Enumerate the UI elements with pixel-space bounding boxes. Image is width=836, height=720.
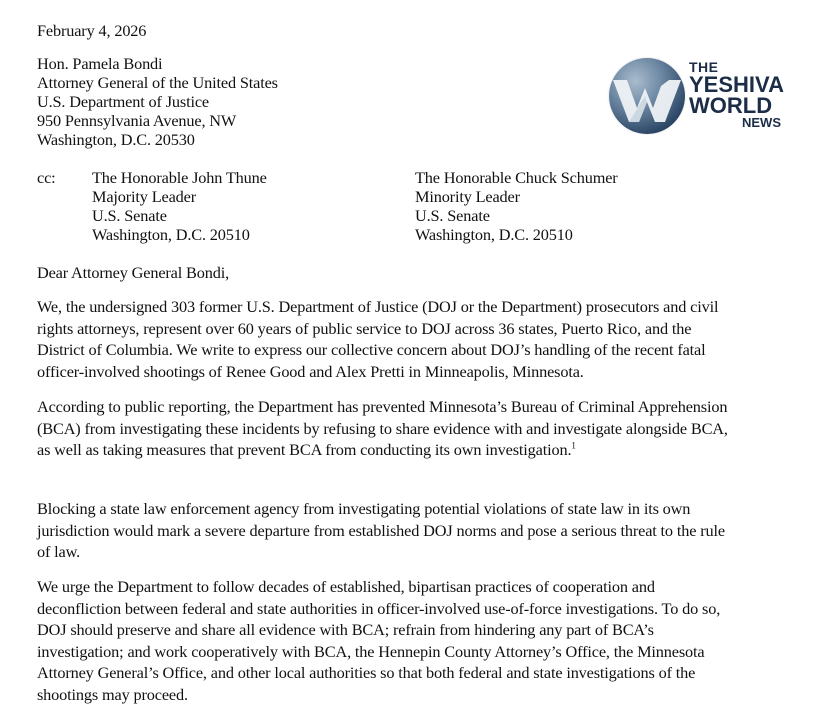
recipient-address [37,54,278,149]
logo-yeshiva: YESHIVA [689,72,784,97]
footnote-marker[interactable]: 1 [571,440,576,451]
cc-left-city: Washington, D.C. 20510 [92,225,250,244]
yeshiva-world-news-w-globe-icon [609,58,685,134]
recipient-city: Washington, D.C. 20530 [37,130,195,149]
paragraph-1-text: We, the undersigned 303 former U.S. Department of Justice (DOJ or the Department) prosecutors and civil rights attorneys, represent over 60 years of public service to DOJ across 36 states, Puerto Rico, and the District of Columbia. We write to express our collective concern about DOJ’s handling of the recent fatal officer-involved shootings of Renee Good and Alex Pretti in Minneapolis, Minnesota. [37,297,719,381]
paragraph-2-body: According to public reporting, the Department has prevented Minnesota’s Bureau of Criminal Apprehension (BCA) from investigating these incidents by refusing to share evidence with and investigate alongside BCA, as well as taking measures that prevent BCA from conducting its own investigation. [37,397,728,459]
yeshiva-world-news-logo [605,52,795,142]
cc-recipient-schumer [415,168,618,244]
recipient-department: U.S. Department of Justice [37,92,209,111]
recipient-name: Hon. Pamela Bondi [37,54,163,73]
logo-wordmark [689,60,784,130]
paragraph-4-text: We urge the Department to follow decades of established, bipartisan practices of cooperation and deconfliction between federal and state authorities in officer-involved use-of-force investigations. To do so, DOJ should preserve and share all evidence with BCA; refrain from hindering any part of BCA’s investigation; and work cooperatively with BCA, the Hennepin County Attorney’s Office, the Minnesota Attorney General’s Office, and other local authorities so that both federal and state investigations of the shootings may proceed. [37,577,721,704]
cc-left-org: U.S. Senate [92,206,167,225]
cc-left-title: Majority Leader [92,187,196,206]
cc-right-org: U.S. Senate [415,206,490,225]
cc-recipient-thune [92,168,267,244]
paragraph-2 [37,396,737,461]
cc-left-name: The Honorable John Thune [92,168,267,187]
cc-right-city: Washington, D.C. 20510 [415,225,573,244]
cc-label: cc: [37,168,56,187]
cc-right-name: The Honorable Chuck Schumer [415,168,618,187]
paragraph-2-text [37,396,737,461]
paragraph-4 [37,576,737,705]
recipient-title: Attorney General of the United States [37,73,278,92]
logo-news: NEWS [742,115,781,130]
logo-the: THE [689,59,719,75]
paragraph-1 [37,296,737,382]
recipient-street: 950 Pennsylvania Avenue, NW [37,111,237,130]
cc-right-title: Minority Leader [415,187,520,206]
letter-date: February 4, 2026 [37,21,147,40]
logo-world: WORLD [689,93,773,118]
paragraph-3 [37,498,737,563]
salutation: Dear Attorney General Bondi, [37,263,230,282]
paragraph-3-text: Blocking a state law enforcement agency from investigating potential violations of state law in its own jurisdiction would mark a severe departure from established DOJ norms and pose a serious threat to the rule of law. [37,499,725,561]
